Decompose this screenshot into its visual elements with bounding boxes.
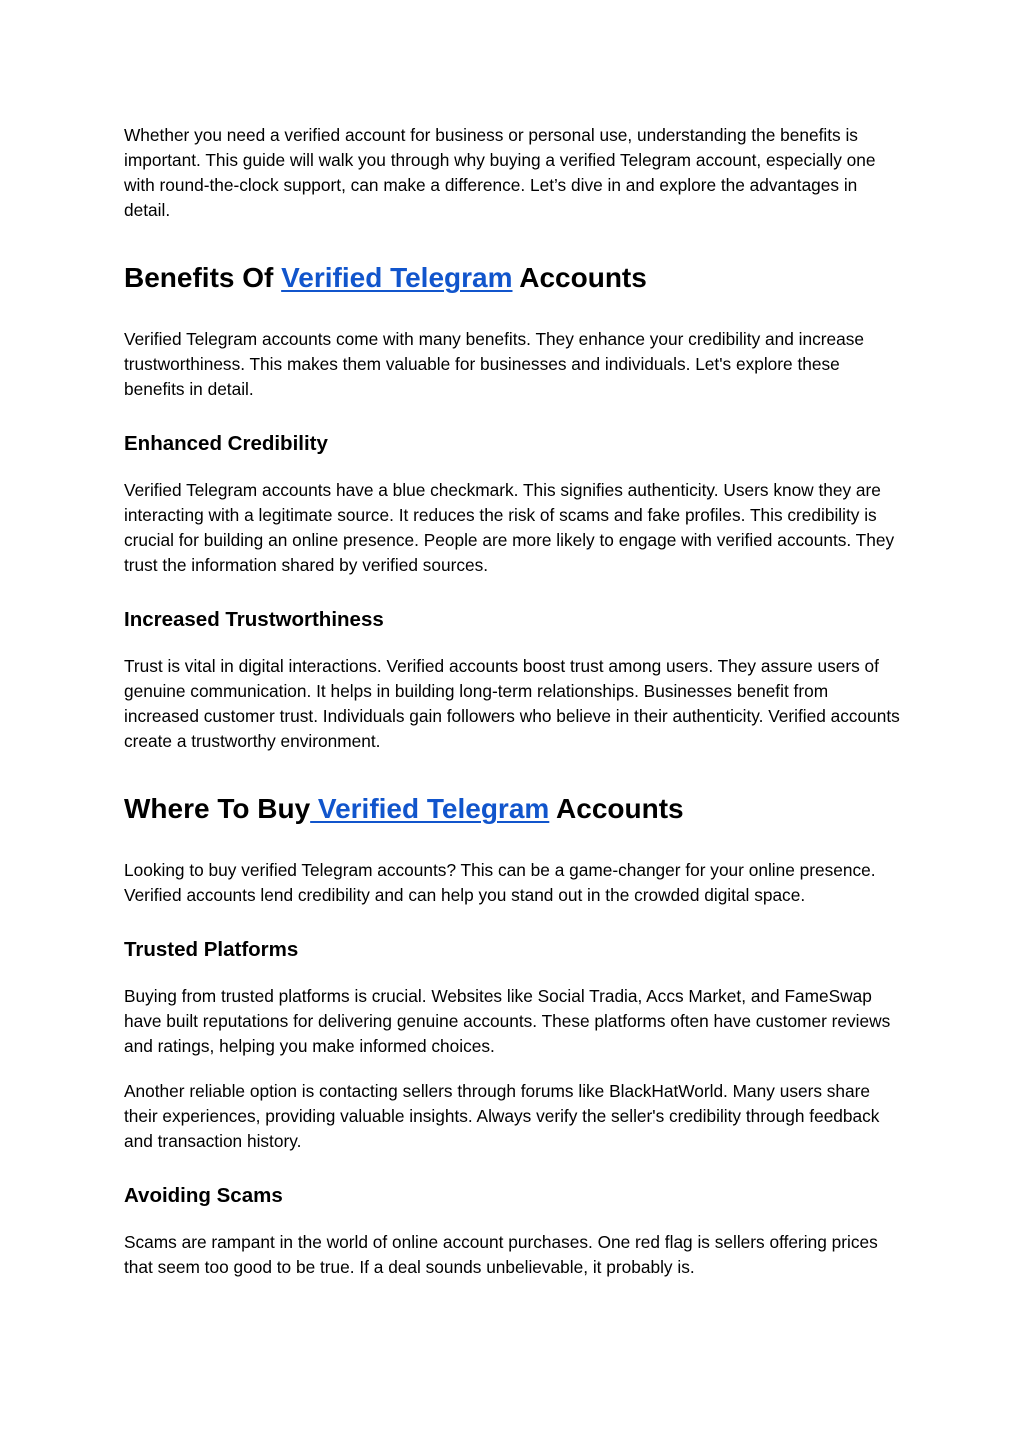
trustworthiness-paragraph: Trust is vital in digital interactions. Verified accounts boost trust among users. They assure users of genuine communication. It helps in building long-term relationships. Businesses benefit from increased customer trust. Individuals gain followers who believe in their authenticity. Verified accounts create a trustworthy environment. [124,656,900,751]
benefits-paragraph: Verified Telegram accounts come with many benefits. They enhance your credibility and increase trustworthiness. This makes them valuable for businesses and individuals. Let's explore these benefits in detail. [124,329,864,399]
forums-paragraph: Another reliable option is contacting sellers through forums like BlackHatWorld. Many users share their experiences, providing valuable insights. Always verify the seller's credibility through feedback and transaction history. [124,1081,880,1151]
trusted-platforms-heading: Trusted Platforms [124,938,299,961]
credibility-paragraph: Verified Telegram accounts have a blue checkmark. This signifies authenticity. Users know they are interacting with a legitimate source. It reduces the risk of scams and fake profiles. This credibility is crucial for building an online presence. People are more likely to engage with verified accounts. They trust the information shared by verified sources. [124,480,895,575]
credibility-heading: Enhanced Credibility [124,432,328,455]
avoiding-scams-heading: Avoiding Scams [124,1184,283,1207]
benefits-heading-prefix: Benefits Of [124,262,282,293]
document-page [124,123,904,1280]
where-to-buy-heading [124,791,904,827]
avoiding-scams-paragraph: Scams are rampant in the world of online account purchases. One red flag is sellers offering prices that seem too good to be true. If a deal sounds unbelievable, it probably is. [124,1232,878,1277]
trustworthiness-heading: Increased Trustworthiness [124,608,384,631]
where-heading-suffix: Accounts [549,793,684,824]
verified-telegram-link-2[interactable]: Verified Telegram [310,793,550,824]
benefits-heading [124,260,904,296]
benefits-heading-suffix: Accounts [512,262,647,293]
trusted-platforms-paragraph: Buying from trusted platforms is crucial. Websites like Social Tradia, Accs Market, and FameSwap have built reputations for delivering genuine accounts. These platforms often have customer reviews and ratings, helping you make informed choices. [124,986,891,1056]
intro-paragraph: Whether you need a verified account for business or personal use, understanding the benefits is important. This guide will walk you through why buying a verified Telegram account, especially one with round-the-clock support, can make a difference. Let’s dive in and explore the advantages in detail. [124,125,876,220]
where-heading-prefix: Where To Buy [124,793,311,824]
verified-telegram-link[interactable]: Verified Telegram [281,262,513,293]
where-to-buy-paragraph: Looking to buy verified Telegram accounts? This can be a game-changer for your online presence. Verified accounts lend credibility and can help you stand out in the crowded digital space. [124,860,876,905]
